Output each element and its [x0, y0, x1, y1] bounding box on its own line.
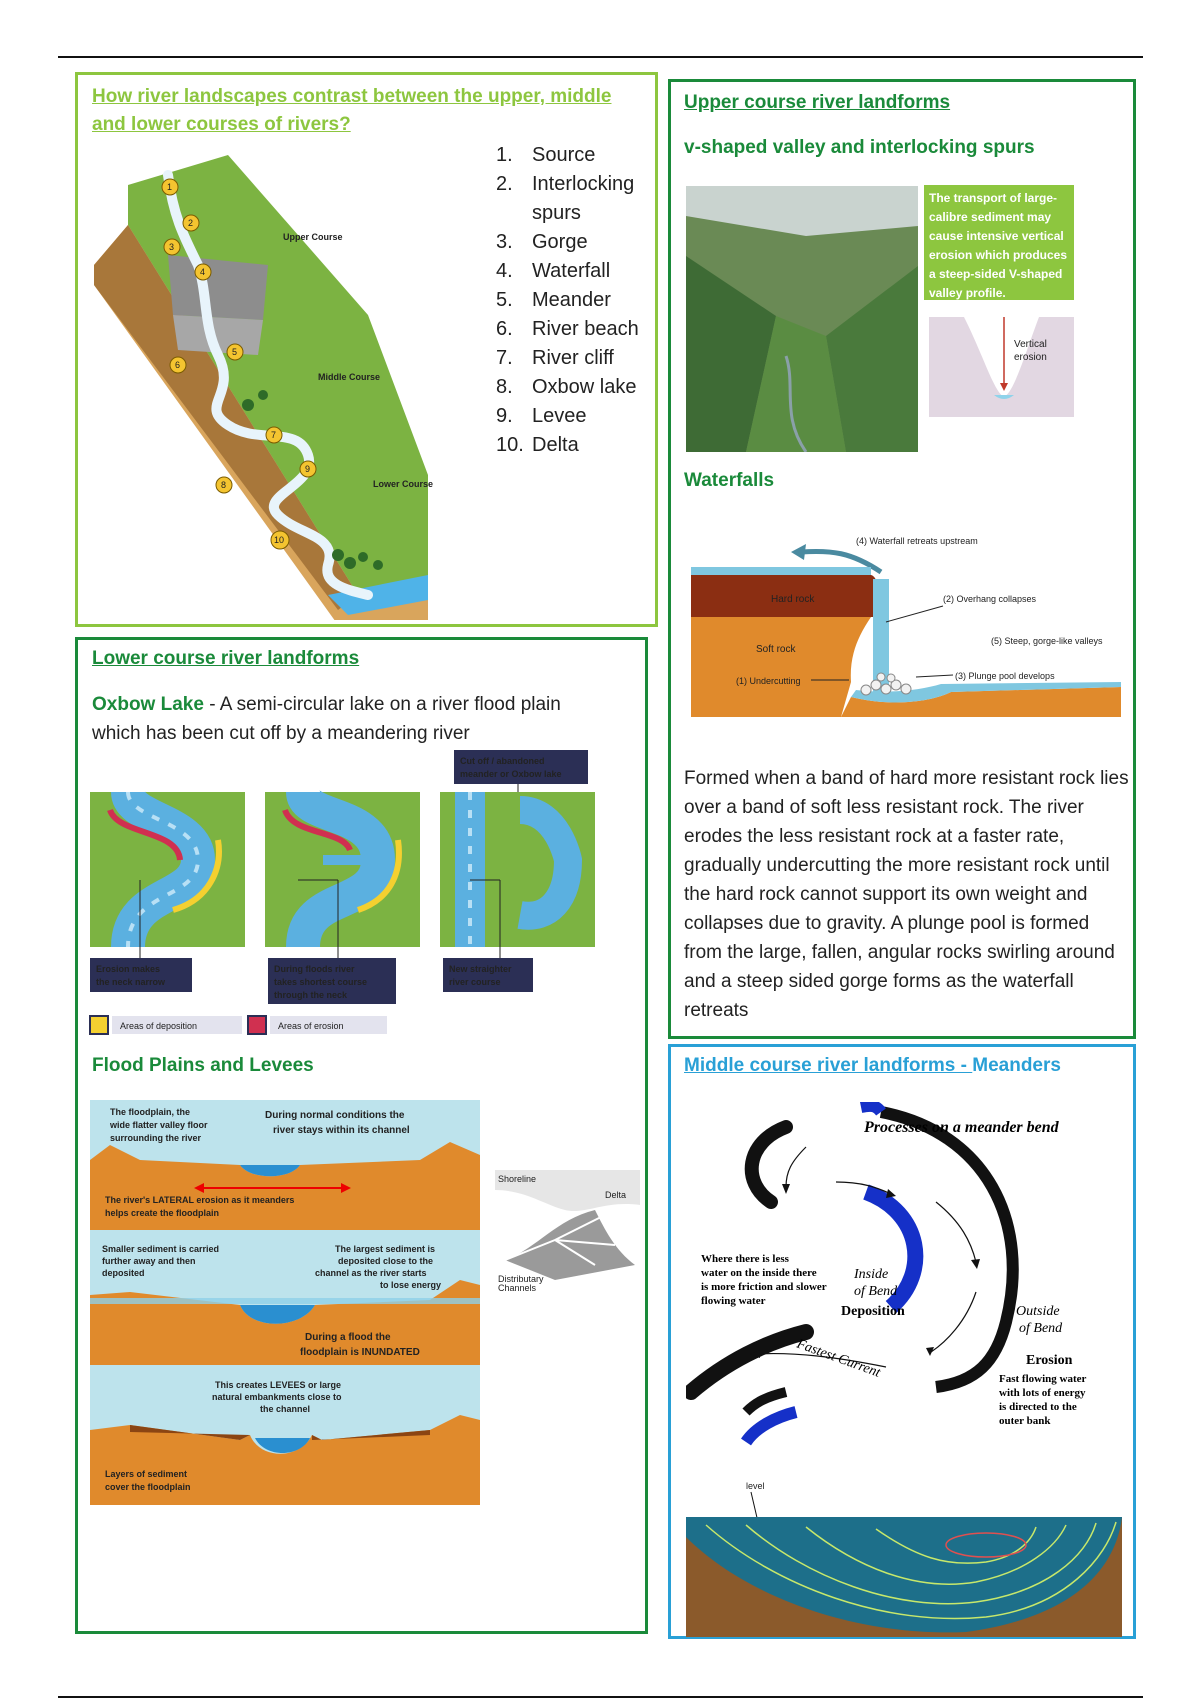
middle-course-panel	[668, 1044, 1136, 1639]
list-item: 1. Source	[496, 144, 596, 166]
marker-5: 5	[232, 347, 238, 357]
waterfall-diagram	[691, 522, 1121, 737]
stage2-caption-3: through the neck	[274, 990, 348, 1000]
oxbow-diagram	[88, 750, 608, 1040]
list-item: 3. Gorge	[496, 231, 588, 253]
upper-course-panel	[668, 79, 1136, 1039]
meander-inside-2: of Bend	[854, 1284, 898, 1299]
fp-e1: The largest sediment is	[335, 1244, 436, 1254]
marker-10: 10	[274, 535, 285, 545]
stage2-caption-1: During floods river	[274, 964, 355, 974]
delta-delta: Delta	[605, 1190, 627, 1200]
fp-e3: channel as the river starts	[315, 1268, 427, 1278]
vertical-erosion-label-1: Vertical	[1014, 339, 1047, 350]
vshape-title: v-shaped valley and interlocking spurs	[684, 137, 1035, 158]
overview-panel	[75, 72, 658, 627]
delta-shoreline: Shoreline	[498, 1174, 537, 1184]
fp-d1: Smaller sediment is carried	[102, 1244, 220, 1254]
meander-outside-note-3: is directed to the	[999, 1401, 1077, 1413]
fp-b2: river stays within its channel	[273, 1125, 410, 1136]
meander-inside-note-3: is more friction and slower	[701, 1281, 827, 1293]
wf-plunge: (3) Plunge pool develops	[955, 671, 1055, 681]
fp-c1: The river's LATERAL erosion as it meanders	[105, 1195, 295, 1205]
wf-soft-rock: Soft rock	[756, 644, 796, 655]
bottom-rule	[58, 1696, 1143, 1698]
delta-diagram	[495, 1170, 640, 1295]
stage3-caption-1: New straighter	[449, 964, 512, 974]
fp-b1: During normal conditions the	[265, 1110, 405, 1121]
meander-outside-1: Outside	[1016, 1304, 1060, 1319]
legend-erosion: Areas of erosion	[278, 1021, 344, 1031]
list-item: 6. River beach	[496, 318, 639, 340]
marker-9: 9	[305, 464, 311, 474]
upper-heading: Upper course river landforms	[684, 92, 951, 113]
vshape-diagram	[929, 317, 1074, 417]
wf-retreat: (4) Waterfall retreats upstream	[856, 536, 978, 546]
flood-title: Flood Plains and Levees	[92, 1055, 314, 1076]
cutoff-caption-2: meander or Oxbow lake	[460, 769, 562, 779]
meander-inside-1: Inside	[854, 1267, 889, 1282]
waterfall-text: Formed when a band of hard more resistant rock lies over a band of soft less resistant rock. The river erodes the less resistant rock at a faster rate, gradually undercutting the more resistant rock until the hard rock cannot support its own weight and collapses due to gravity. A plunge pool is formed from the large, fallen, angular rocks swirling around and a steep sided gorge forms as the waterfall retreats	[684, 768, 1129, 1021]
wf-hard-rock: Hard rock	[771, 594, 815, 605]
meander-fastest-current: Fastest Current	[794, 1336, 883, 1381]
marker-8: 8	[221, 480, 227, 490]
meander-erosion: Erosion	[1026, 1353, 1073, 1368]
fp-g1: This creates LEVEES or large	[215, 1380, 342, 1390]
wf-overhang: (2) Overhang collapses	[943, 594, 1037, 604]
meander-deposition: Deposition	[841, 1304, 905, 1319]
stage1-caption-1: Erosion makes	[96, 964, 161, 974]
fp-e4: to lose energy	[380, 1280, 442, 1290]
meander-outside-note-2: with lots of energy	[999, 1387, 1086, 1399]
fp-f1: During a flood the	[305, 1332, 391, 1343]
fp-a3: surrounding the river	[110, 1133, 202, 1143]
lower-course-panel	[75, 637, 648, 1634]
list-item: 9. Levee	[496, 405, 587, 427]
floodplain-diagram	[90, 1100, 480, 1505]
river-course-diagram	[88, 155, 528, 620]
fp-g2: natural embankments close to	[212, 1392, 342, 1402]
landform-list	[496, 141, 642, 460]
list-item: 5. Meander	[496, 289, 611, 311]
middle-heading	[684, 1055, 1061, 1077]
marker-4: 4	[200, 267, 206, 277]
meander-outside-note-4: outer bank	[999, 1415, 1051, 1427]
fp-h2: cover the floodplain	[105, 1482, 191, 1492]
oxbow-term: Oxbow Lake	[92, 694, 204, 715]
list-item: 8. Oxbow lake	[496, 376, 637, 398]
list-item: 2. Interlocking spurs	[496, 173, 635, 224]
delta-distributary-2: Channels	[498, 1283, 537, 1293]
middle-course-label: Middle Course	[318, 372, 381, 382]
fp-d2: further away and then	[102, 1256, 196, 1266]
valley-photo	[686, 186, 918, 452]
meander-title: Processes on a meander bend	[864, 1119, 1059, 1136]
oxbow-definition	[92, 690, 612, 748]
marker-2: 2	[188, 218, 194, 228]
meander-inside-note-4: flowing water	[701, 1295, 766, 1307]
stage3-caption-2: river course	[449, 977, 501, 987]
upper-course-label: Upper Course	[283, 232, 343, 242]
stage1-caption-2: the neck narrow	[96, 977, 166, 987]
oxbow-def-text: - A semi-circular lake on a river flood plain which has been cut off by a meandering river	[92, 694, 561, 744]
wf-undercut: (1) Undercutting	[736, 676, 801, 686]
middle-heading-term: Meanders	[972, 1055, 1061, 1076]
fp-e2: deposited close to the	[338, 1256, 434, 1266]
vshape-note: The transport of large-calibre sediment may cause intensive vertical erosion which produces a steep-sided V-shaped valley profile.	[924, 185, 1074, 300]
lower-course-label: Lower Course	[373, 479, 434, 489]
marker-1: 1	[167, 182, 173, 192]
river-cross-section	[686, 1477, 1122, 1637]
meander-outside-note-1: Fast flowing water	[999, 1373, 1087, 1385]
fp-a1: The floodplain, the	[110, 1107, 190, 1117]
oxbow-stage-2	[265, 792, 420, 947]
cross-section-level: level	[746, 1481, 765, 1491]
fp-d3: deposited	[102, 1268, 145, 1278]
marker-3: 3	[169, 242, 175, 252]
middle-heading-link: Middle course river landforms -	[684, 1055, 973, 1076]
marker-6: 6	[175, 360, 181, 370]
vertical-erosion-label-2: erosion	[1014, 352, 1047, 363]
fp-g3: the channel	[260, 1404, 311, 1414]
fp-h1: Layers of sediment	[105, 1469, 188, 1479]
oxbow-stage-3	[440, 792, 595, 947]
meander-diagram	[686, 1102, 1126, 1477]
meander-inside-note-2: water on the inside there	[701, 1267, 817, 1279]
waterfalls-title: Waterfalls	[684, 470, 775, 491]
list-item: 7. River cliff	[496, 347, 614, 369]
wf-gorge: (5) Steep, gorge-like valleys	[991, 636, 1103, 646]
legend-deposition: Areas of deposition	[120, 1021, 198, 1031]
meander-inside-note-1: Where there is less	[701, 1253, 789, 1265]
stage2-caption-2: takes shortest course	[274, 977, 368, 987]
fp-a2: wide flatter valley floor	[110, 1120, 208, 1130]
list-item: 4. Waterfall	[496, 260, 611, 282]
top-rule	[58, 56, 1143, 58]
overview-heading: How river landscapes contrast between the upper, middle and lower courses of rivers?	[92, 86, 612, 135]
fp-f2: floodplain is INUNDATED	[300, 1347, 420, 1358]
marker-7: 7	[271, 430, 277, 440]
fp-c2: helps create the floodplain	[105, 1208, 220, 1218]
cutoff-caption-1: Cut off / abandoned	[460, 756, 545, 766]
list-item: 10. Delta	[496, 434, 579, 456]
delta-distributary-1: Distributary	[498, 1274, 544, 1284]
lower-heading: Lower course river landforms	[92, 648, 360, 669]
oxbow-stage-1	[90, 792, 245, 947]
meander-outside-2: of Bend	[1019, 1321, 1063, 1336]
